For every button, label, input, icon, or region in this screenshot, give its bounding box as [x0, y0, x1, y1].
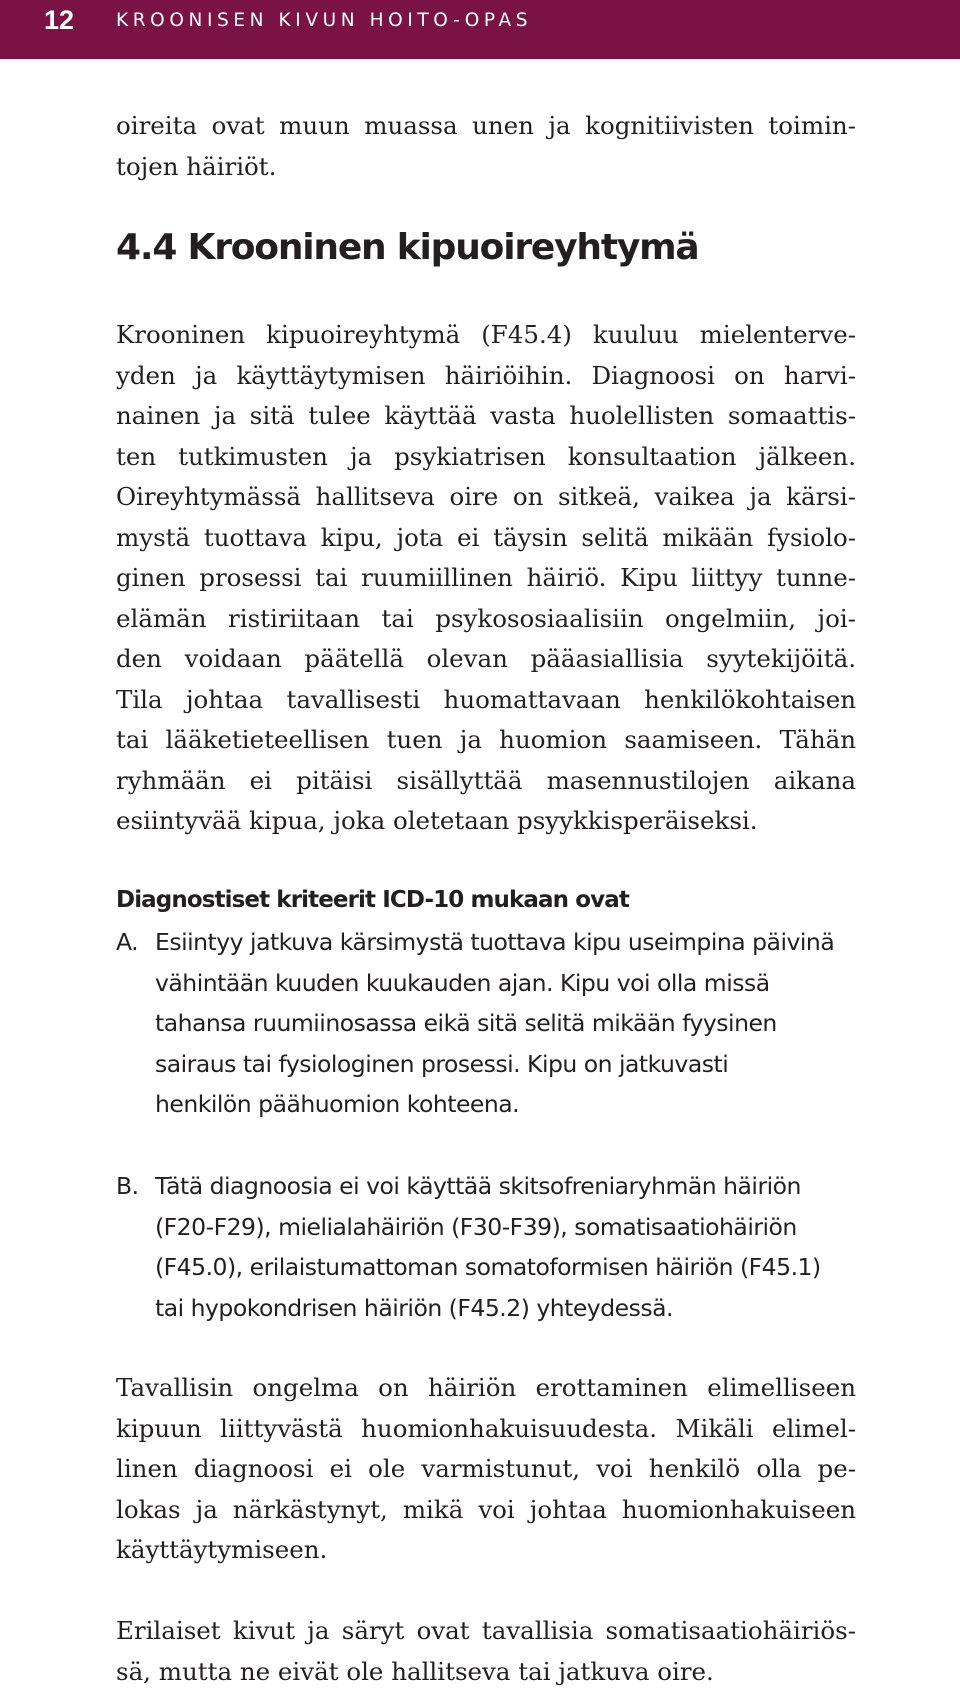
text-line: den voidaan päätellä olevan pääasiallisia syytekijöitä.: [116, 644, 856, 673]
text-line: tojen häiriöt.: [116, 151, 277, 181]
text-line: elämän ristiriitaan tai psykososiaalisiin ongelmiin, joi-: [116, 603, 856, 633]
text-line: sä, mutta ne eivät ole hallitseva tai jatkuva oire.: [116, 1656, 714, 1686]
text-line: käyttäytymiseen.: [116, 1535, 328, 1564]
text-line: sairaus tai fysiologinen prosessi. Kipu on jatkuvasti: [155, 1049, 729, 1078]
text-line: Esiintyy jatkuva kärsimystä tuottava kipu useimpina päivinä: [155, 928, 835, 956]
text-line: (F20-F29), mielialahäiriön (F30-F39), somatisaatiohäiriön: [155, 1212, 797, 1241]
closing-paragraph-2: [116, 1611, 856, 1692]
closing-paragraph-1: [116, 1368, 856, 1571]
criteria-marker: B.: [116, 1172, 139, 1200]
text-line: mystä tuottava kipu, jota ei täysin selitä mikään fysiolo-: [116, 522, 856, 552]
text-line: Tila johtaa tavallisesti huomattavaan henkilökohtaisen: [116, 684, 856, 714]
section-heading: 4.4 Krooninen kipuoireyhtymä: [116, 227, 699, 268]
criteria-item-first-line: [116, 1166, 866, 1207]
running-header: [0, 0, 960, 59]
text-line: linen diagnoosi ei ole varmistunut, voi henkilö olla pe-: [116, 1454, 856, 1483]
criteria-heading: Diagnostiset kriteerit ICD-10 mukaan ovat: [116, 887, 629, 913]
intro-paragraph: [116, 106, 856, 187]
text-line: Krooninen kipuoireyhtymä (F45.4) kuuluu mielenterve-: [116, 320, 856, 349]
criteria-marker: A.: [116, 928, 139, 956]
text-line: tai lääketieteellisen tuen ja huomion saamiseen. Tähän: [116, 725, 856, 754]
criteria-item-b: [116, 1166, 866, 1328]
text-line: tahansa ruumiinosassa eikä sitä selitä mikään fyysinen: [155, 1009, 777, 1037]
text-line: kipuun liittyvästä huomionhakuisuudesta. Mikäli elimel-: [116, 1413, 856, 1443]
text-line: oireita ovat muun muassa unen ja kognitiivisten toimin-: [116, 111, 856, 140]
text-line: vähintään kuuden kuukauden ajan. Kipu voi olla missä: [155, 968, 770, 997]
criteria-item-first-line: [116, 922, 866, 963]
text-line: Tavallisin ongelma on häiriön erottaminen elimelliseen: [116, 1373, 856, 1402]
text-line: Erilaiset kivut ja säryt ovat tavallisia somatisaatiohäiriös-: [116, 1616, 856, 1645]
text-line: ryhmään ei pitäisi sisällyttää masennustilojen aikana: [116, 765, 856, 795]
text-line: Oireyhtymässä hallitseva oire on sitkeä, vaikea ja kärsi-: [116, 482, 856, 511]
text-line: tai hypokondrisen häiriön (F45.2) yhteydessä.: [155, 1293, 673, 1322]
text-line: ginen prosessi tai ruumiillinen häiriö. Kipu liittyy tunne-: [116, 563, 856, 592]
section-paragraph: [116, 315, 856, 842]
text-line: (F45.0), erilaistumattoman somatoformisen häiriön (F45.1): [155, 1253, 821, 1281]
page-number: 12: [44, 5, 75, 35]
text-line: Tätä diagnoosia ei voi käyttää skitsofreniaryhmän häiriön: [155, 1172, 801, 1200]
text-line: esiintyvää kipua, joka oletetaan psyykkisperäiseksi.: [116, 806, 758, 835]
criteria-item-a: [116, 922, 866, 1125]
text-line: nainen ja sitä tulee käyttää vasta huolellisten somaattis-: [116, 401, 856, 430]
text-line: lokas ja närkästynyt, mikä voi johtaa huomionhakuiseen: [116, 1494, 856, 1524]
text-line: ten tutkimusten ja psykiatrisen konsultaation jälkeen.: [116, 441, 856, 471]
text-line: yden ja käyttäytymisen häiriöihin. Diagnoosi on harvi-: [116, 360, 856, 390]
running-title: KROONISEN KIVUN HOITO-OPAS: [116, 10, 533, 31]
text-line: henkilön päähuomion kohteena.: [155, 1090, 520, 1118]
